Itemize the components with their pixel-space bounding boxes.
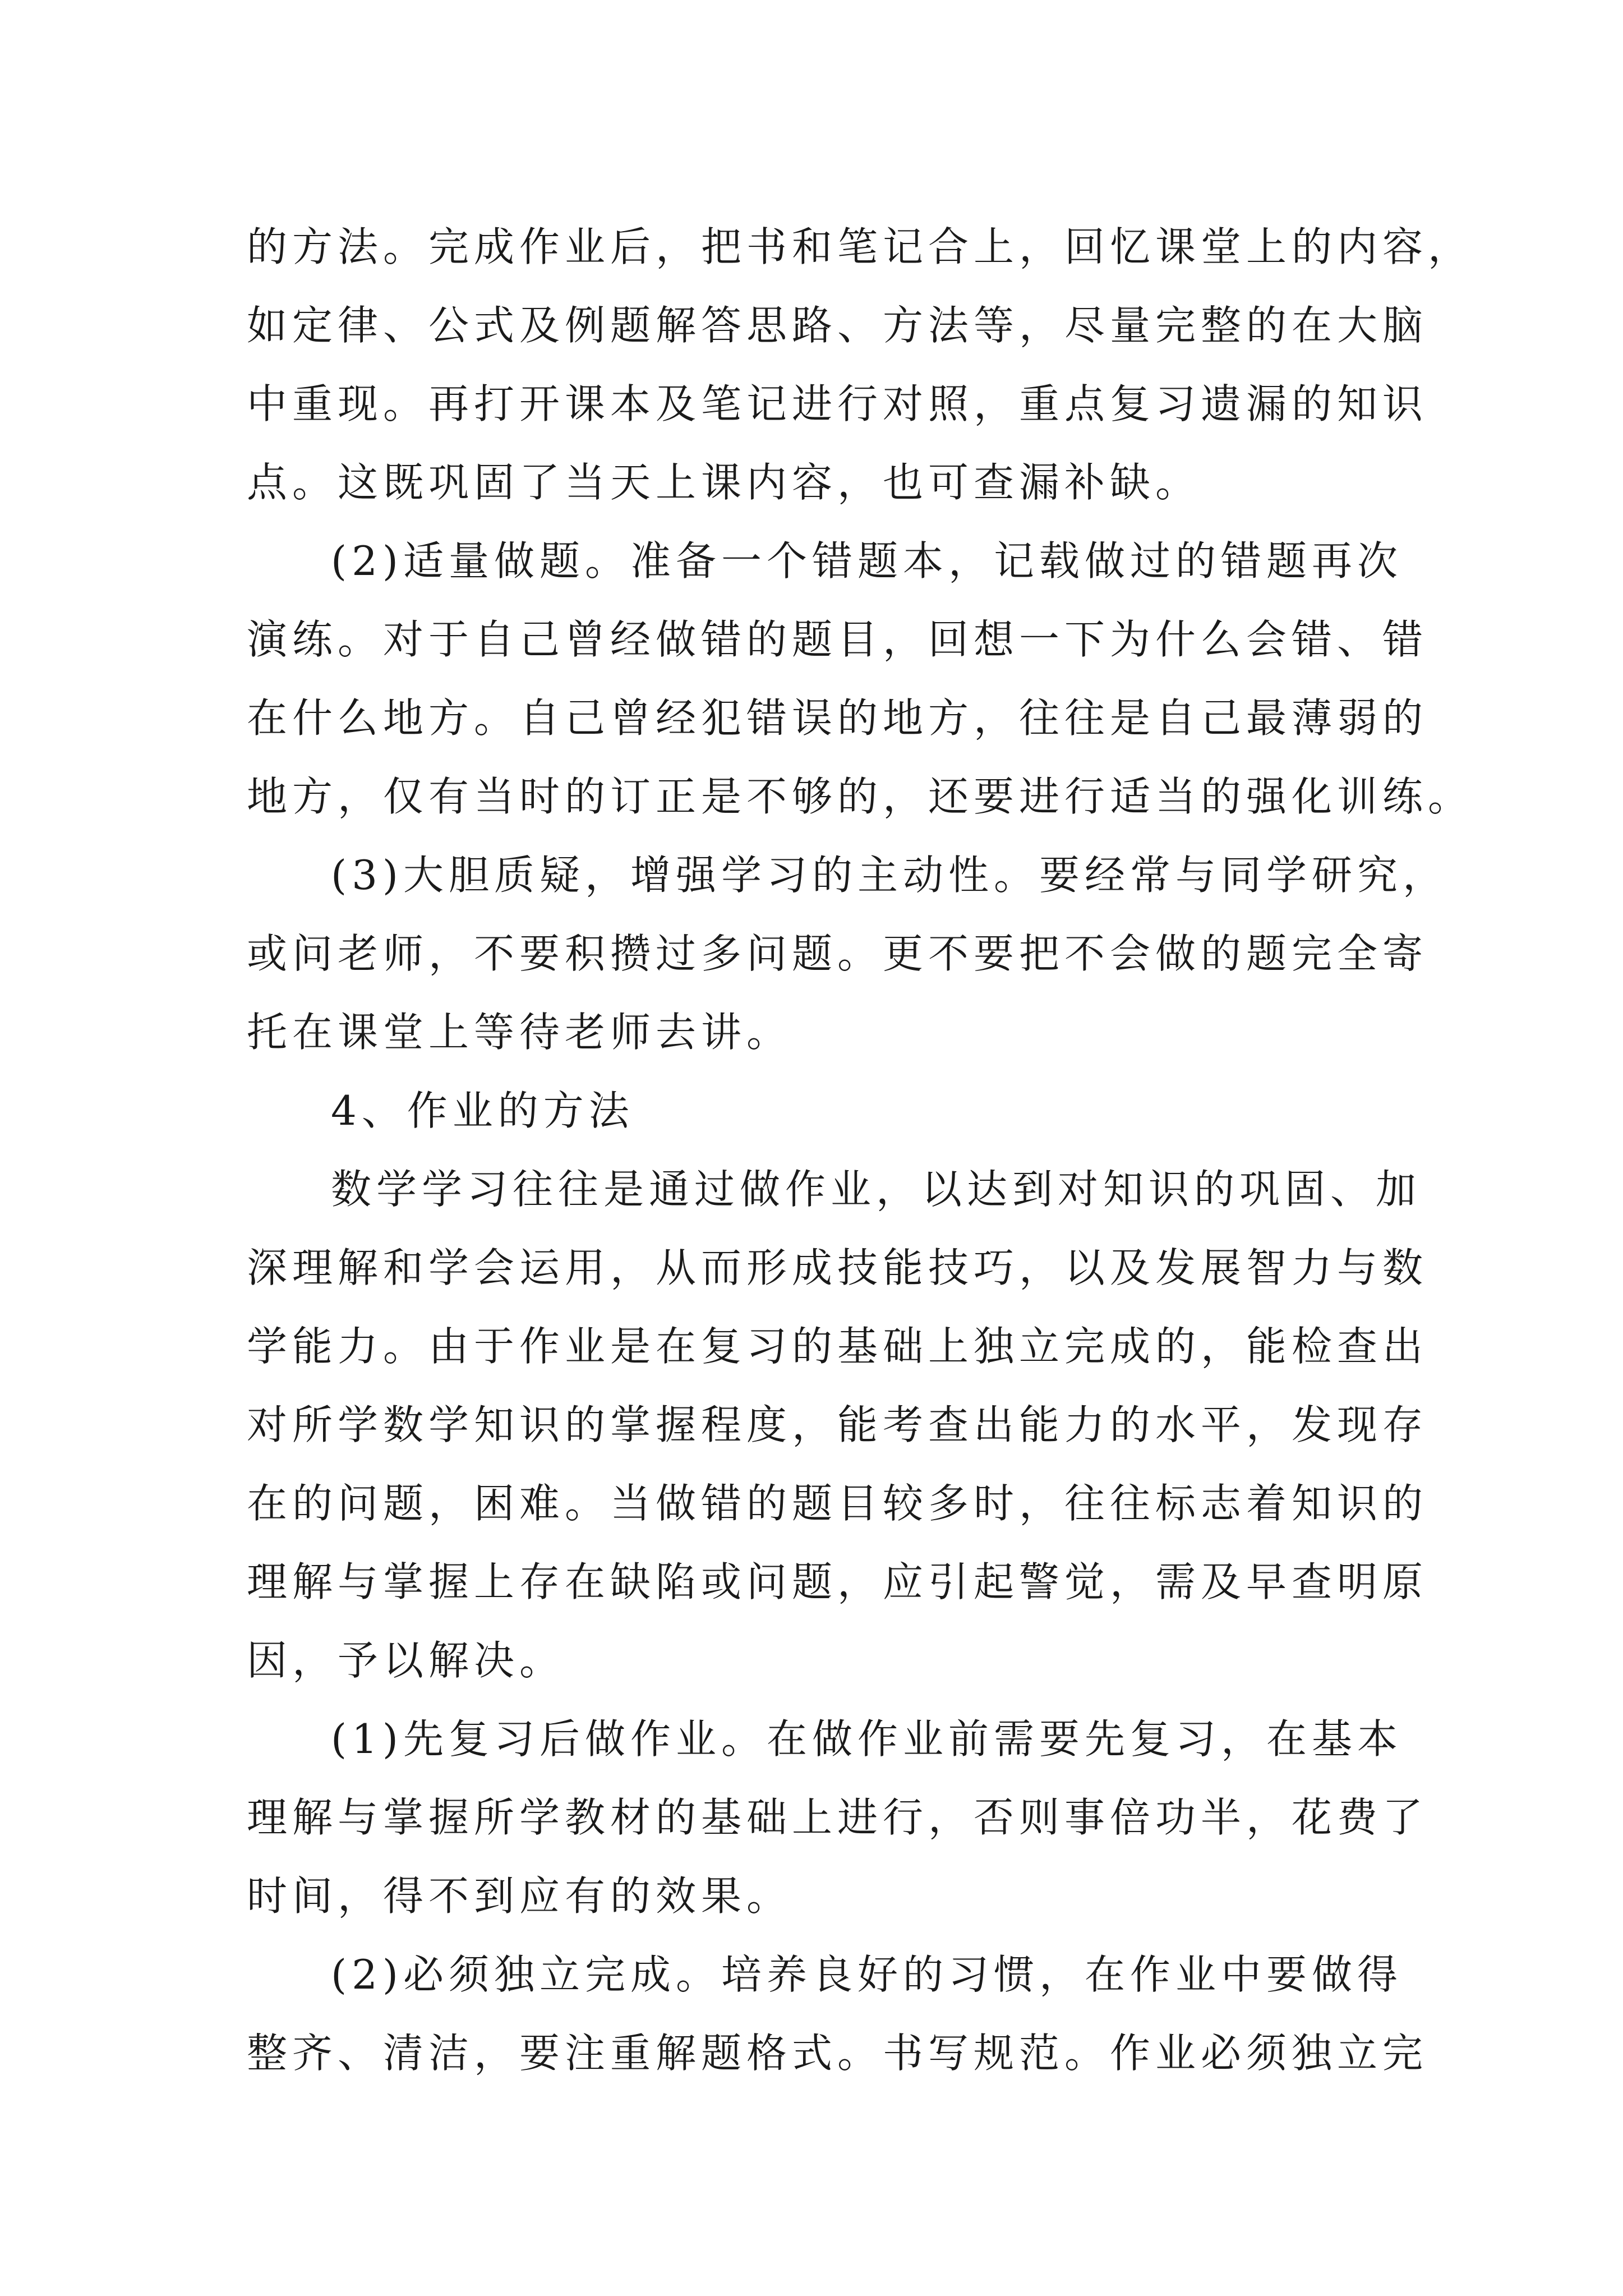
text-line: 或问老师，不要积攒过多问题。更不要把不会做的题完全寄 (247, 930, 1428, 977)
text-line: 托在课堂上等待老师去讲。 (247, 1009, 792, 1056)
text-line: 学能力。由于作业是在复习的基础上独立完成的，能检查出 (247, 1323, 1428, 1370)
text-line: 整齐、清洁，要注重解题格式。书写规范。作业必须独立完 (247, 2030, 1428, 2077)
paragraph-first-line: (1)先复习后做作业。在做作业前需要先复习，在基本 (331, 1715, 1403, 1763)
text-line: 理解与掌握上存在缺陷或问题，应引起警觉，需及早查明原 (247, 1558, 1428, 1605)
text-line: 理解与掌握所学教材的基础上进行，否则事倍功半，花费了 (247, 1794, 1428, 1841)
paragraph-first-line: (2)必须独立完成。培养良好的习惯，在作业中要做得 (331, 1951, 1403, 1998)
section-heading: 4、作业的方法 (331, 1087, 634, 1134)
text-line: 的方法。完成作业后，把书和笔记合上，回忆课堂上的内容， (247, 223, 1474, 270)
text-line: 地方，仅有当时的订正是不够的，还要进行适当的强化训练。 (247, 773, 1474, 820)
text-line: 如定律、公式及例题解答思路、方法等，尽量完整的在大脑 (247, 302, 1428, 349)
text-line: 点。这既巩固了当天上课内容，也可查漏补缺。 (247, 459, 1201, 506)
text-line: 因，予以解决。 (247, 1637, 565, 1684)
paragraph-first-line: 数学学习往往是通过做作业，以达到对知识的巩固、加 (331, 1166, 1422, 1213)
text-line: 演练。对于自己曾经做错的题目，回想一下为什么会错、错 (247, 616, 1428, 663)
text-line: 深理解和学会运用，从而形成技能技巧，以及发展智力与数 (247, 1244, 1428, 1291)
text-line: 在的问题，困难。当做错的题目较多时，往往标志着知识的 (247, 1480, 1428, 1527)
text-line: 对所学数学知识的掌握程度，能考查出能力的水平，发现存 (247, 1401, 1428, 1448)
paragraph-first-line: (3)大胆质疑，增强学习的主动性。要经常与同学研究， (331, 852, 1448, 899)
text-line: 时间，得不到应有的效果。 (247, 1872, 792, 1920)
text-line: 中重现。再打开课本及笔记进行对照，重点复习遗漏的知识 (247, 380, 1428, 427)
paragraph-first-line: (2)适量做题。准备一个错题本，记载做过的错题再次 (331, 537, 1403, 585)
text-line: 在什么地方。自己曾经犯错误的地方，往往是自己最薄弱的 (247, 694, 1428, 742)
